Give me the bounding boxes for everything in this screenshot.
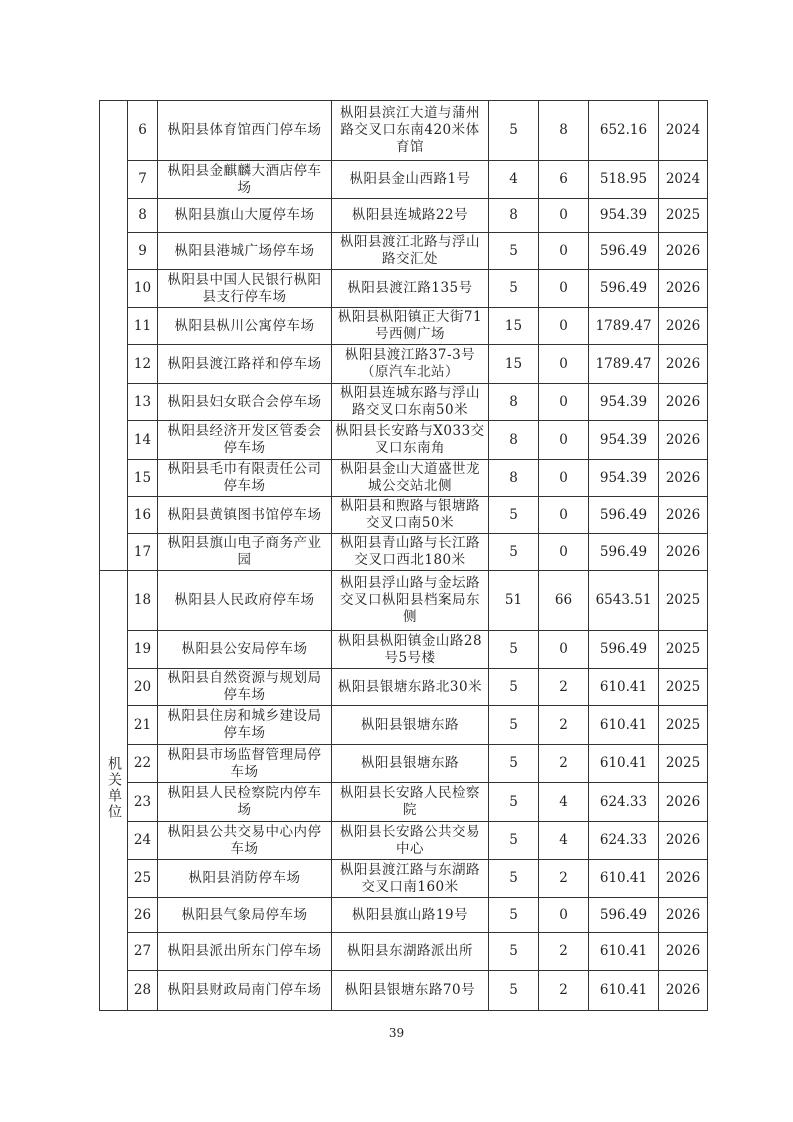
table-row xyxy=(100,497,708,534)
table-row xyxy=(100,270,708,308)
row-number: 11 xyxy=(128,308,158,345)
count-b: 0 xyxy=(539,421,589,460)
parking-location: 枞阳县长安路公共交易中心 xyxy=(332,822,489,860)
row-number: 24 xyxy=(128,822,158,860)
parking-name: 枞阳县金麒麟大酒店停车场 xyxy=(158,161,332,199)
row-number: 9 xyxy=(128,233,158,270)
count-b: 2 xyxy=(539,669,589,706)
table-row xyxy=(100,345,708,384)
year-value: 2025 xyxy=(659,631,708,669)
parking-name: 枞阳县公共交易中心内停车场 xyxy=(158,822,332,860)
table-row xyxy=(100,101,708,161)
parking-name: 枞阳县派出所东门停车场 xyxy=(158,933,332,971)
parking-location: 枞阳县渡江北路与浮山路交汇处 xyxy=(332,233,489,270)
parking-location: 枞阳县长安路与X033交叉口东南角 xyxy=(332,421,489,460)
row-number: 6 xyxy=(128,101,158,161)
parking-location: 枞阳县银塘东路70号 xyxy=(332,971,489,1011)
row-number: 18 xyxy=(128,571,158,631)
count-b: 2 xyxy=(539,860,589,898)
area-value: 596.49 xyxy=(589,534,659,571)
count-a: 5 xyxy=(489,898,539,933)
parking-name: 枞阳县公安局停车场 xyxy=(158,631,332,669)
count-a: 15 xyxy=(489,308,539,345)
count-b: 2 xyxy=(539,706,589,745)
table-row xyxy=(100,971,708,1011)
count-a: 5 xyxy=(489,971,539,1011)
count-a: 5 xyxy=(489,233,539,270)
row-number: 23 xyxy=(128,783,158,822)
year-value: 2026 xyxy=(659,783,708,822)
count-b: 2 xyxy=(539,971,589,1011)
year-value: 2026 xyxy=(659,421,708,460)
parking-location: 枞阳县连城路22号 xyxy=(332,199,489,233)
row-number: 22 xyxy=(128,745,158,783)
area-value: 610.41 xyxy=(589,669,659,706)
table-row xyxy=(100,706,708,745)
area-value: 954.39 xyxy=(589,421,659,460)
parking-location: 枞阳县青山路与长江路交叉口西北180米 xyxy=(332,534,489,571)
count-a: 5 xyxy=(489,933,539,971)
parking-name: 枞阳县消防停车场 xyxy=(158,860,332,898)
table-row xyxy=(100,571,708,631)
count-a: 8 xyxy=(489,199,539,233)
parking-location: 枞阳县滨江大道与蒲州路交叉口东南420米体育馆 xyxy=(332,101,489,161)
area-value: 610.41 xyxy=(589,860,659,898)
area-value: 954.39 xyxy=(589,199,659,233)
area-value: 596.49 xyxy=(589,270,659,308)
row-number: 10 xyxy=(128,270,158,308)
count-a: 5 xyxy=(489,497,539,534)
parking-name: 枞阳县自然资源与规划局停车场 xyxy=(158,669,332,706)
year-value: 2024 xyxy=(659,161,708,199)
year-value: 2026 xyxy=(659,270,708,308)
count-a: 8 xyxy=(489,421,539,460)
count-b: 0 xyxy=(539,898,589,933)
parking-name: 枞阳县枞川公寓停车场 xyxy=(158,308,332,345)
count-a: 5 xyxy=(489,745,539,783)
parking-table xyxy=(99,100,708,1011)
count-b: 4 xyxy=(539,822,589,860)
parking-name: 枞阳县妇女联合会停车场 xyxy=(158,384,332,421)
area-value: 954.39 xyxy=(589,384,659,421)
table-row xyxy=(100,308,708,345)
row-number: 17 xyxy=(128,534,158,571)
table-row xyxy=(100,384,708,421)
parking-location: 枞阳县金山大道盛世龙城公交站北侧 xyxy=(332,460,489,497)
row-number: 26 xyxy=(128,898,158,933)
page-number: 39 xyxy=(388,1026,405,1040)
parking-name: 枞阳县体育馆西门停车场 xyxy=(158,101,332,161)
table-row xyxy=(100,822,708,860)
year-value: 2026 xyxy=(659,971,708,1011)
row-number: 25 xyxy=(128,860,158,898)
table-row xyxy=(100,783,708,822)
area-value: 1789.47 xyxy=(589,345,659,384)
year-value: 2026 xyxy=(659,233,708,270)
area-value: 1789.47 xyxy=(589,308,659,345)
area-value: 518.95 xyxy=(589,161,659,199)
count-a: 8 xyxy=(489,460,539,497)
parking-location: 枞阳县银塘东路北30米 xyxy=(332,669,489,706)
count-a: 8 xyxy=(489,384,539,421)
row-number: 12 xyxy=(128,345,158,384)
parking-location: 枞阳县枞阳镇正大街71号西侧广场 xyxy=(332,308,489,345)
count-a: 5 xyxy=(489,822,539,860)
table-row xyxy=(100,631,708,669)
parking-name: 枞阳县旗山电子商务产业园 xyxy=(158,534,332,571)
year-value: 2026 xyxy=(659,460,708,497)
parking-location: 枞阳县浮山路与金坛路交叉口枞阳县档案局东侧 xyxy=(332,571,489,631)
count-b: 4 xyxy=(539,783,589,822)
parking-location: 枞阳县长安路人民检察院 xyxy=(332,783,489,822)
count-a: 51 xyxy=(489,571,539,631)
area-value: 624.33 xyxy=(589,783,659,822)
parking-name: 枞阳县人民政府停车场 xyxy=(158,571,332,631)
row-number: 8 xyxy=(128,199,158,233)
count-b: 0 xyxy=(539,534,589,571)
count-a: 5 xyxy=(489,101,539,161)
parking-location: 枞阳县渡江路37-3号（原汽车北站） xyxy=(332,345,489,384)
table-row xyxy=(100,933,708,971)
parking-location: 枞阳县金山西路1号 xyxy=(332,161,489,199)
group-cell-empty xyxy=(100,101,128,571)
count-b: 0 xyxy=(539,384,589,421)
row-number: 7 xyxy=(128,161,158,199)
area-value: 610.41 xyxy=(589,745,659,783)
parking-location: 枞阳县银塘东路 xyxy=(332,745,489,783)
count-a: 5 xyxy=(489,534,539,571)
count-b: 0 xyxy=(539,460,589,497)
group-label-cell xyxy=(100,571,128,1011)
table-row xyxy=(100,898,708,933)
count-b: 0 xyxy=(539,308,589,345)
parking-location: 枞阳县渡江路与东湖路交叉口南160米 xyxy=(332,860,489,898)
parking-location: 枞阳县旗山路19号 xyxy=(332,898,489,933)
area-value: 596.49 xyxy=(589,233,659,270)
row-number: 15 xyxy=(128,460,158,497)
count-b: 2 xyxy=(539,745,589,783)
row-number: 27 xyxy=(128,933,158,971)
year-value: 2024 xyxy=(659,101,708,161)
table-row xyxy=(100,534,708,571)
year-value: 2026 xyxy=(659,933,708,971)
count-a: 5 xyxy=(489,706,539,745)
count-b: 0 xyxy=(539,233,589,270)
year-value: 2026 xyxy=(659,308,708,345)
count-b: 0 xyxy=(539,199,589,233)
parking-name: 枞阳县中国人民银行枞阳县支行停车场 xyxy=(158,270,332,308)
count-b: 0 xyxy=(539,345,589,384)
year-value: 2026 xyxy=(659,345,708,384)
year-value: 2026 xyxy=(659,898,708,933)
parking-name: 枞阳县毛巾有限责任公司停车场 xyxy=(158,460,332,497)
area-value: 652.16 xyxy=(589,101,659,161)
area-value: 610.41 xyxy=(589,933,659,971)
area-value: 610.41 xyxy=(589,971,659,1011)
row-number: 13 xyxy=(128,384,158,421)
count-a: 5 xyxy=(489,783,539,822)
table-row xyxy=(100,233,708,270)
row-number: 20 xyxy=(128,669,158,706)
count-a: 5 xyxy=(489,631,539,669)
count-b: 0 xyxy=(539,497,589,534)
parking-name: 枞阳县经济开发区管委会停车场 xyxy=(158,421,332,460)
row-number: 19 xyxy=(128,631,158,669)
area-value: 6543.51 xyxy=(589,571,659,631)
year-value: 2025 xyxy=(659,745,708,783)
table-row xyxy=(100,460,708,497)
table-row xyxy=(100,860,708,898)
parking-name: 枞阳县市场监督管理局停车场 xyxy=(158,745,332,783)
parking-name: 枞阳县气象局停车场 xyxy=(158,898,332,933)
table-row xyxy=(100,745,708,783)
parking-location: 枞阳县东湖路派出所 xyxy=(332,933,489,971)
table-row xyxy=(100,161,708,199)
count-a: 5 xyxy=(489,270,539,308)
row-number: 28 xyxy=(128,971,158,1011)
year-value: 2026 xyxy=(659,822,708,860)
count-b: 2 xyxy=(539,933,589,971)
year-value: 2025 xyxy=(659,706,708,745)
parking-location: 枞阳县银塘东路 xyxy=(332,706,489,745)
parking-location: 枞阳县枞阳镇金山路28号5号楼 xyxy=(332,631,489,669)
parking-name: 枞阳县黄镇图书馆停车场 xyxy=(158,497,332,534)
count-a: 5 xyxy=(489,669,539,706)
row-number: 16 xyxy=(128,497,158,534)
table-row xyxy=(100,669,708,706)
parking-location: 枞阳县渡江路135号 xyxy=(332,270,489,308)
count-a: 4 xyxy=(489,161,539,199)
count-b: 0 xyxy=(539,631,589,669)
parking-name: 枞阳县旗山大厦停车场 xyxy=(158,199,332,233)
row-number: 21 xyxy=(128,706,158,745)
table-row xyxy=(100,199,708,233)
year-value: 2026 xyxy=(659,497,708,534)
area-value: 596.49 xyxy=(589,898,659,933)
year-value: 2025 xyxy=(659,669,708,706)
area-value: 596.49 xyxy=(589,497,659,534)
parking-location: 枞阳县和煦路与银塘路交叉口南50米 xyxy=(332,497,489,534)
area-value: 596.49 xyxy=(589,631,659,669)
table-row xyxy=(100,421,708,460)
parking-name: 枞阳县港城广场停车场 xyxy=(158,233,332,270)
area-value: 610.41 xyxy=(589,706,659,745)
year-value: 2026 xyxy=(659,860,708,898)
parking-location: 枞阳县连城东路与浮山路交叉口东南50米 xyxy=(332,384,489,421)
parking-name: 枞阳县住房和城乡建设局停车场 xyxy=(158,706,332,745)
count-b: 8 xyxy=(539,101,589,161)
year-value: 2025 xyxy=(659,199,708,233)
area-value: 624.33 xyxy=(589,822,659,860)
count-a: 15 xyxy=(489,345,539,384)
count-b: 6 xyxy=(539,161,589,199)
year-value: 2026 xyxy=(659,534,708,571)
count-a: 5 xyxy=(489,860,539,898)
year-value: 2026 xyxy=(659,384,708,421)
parking-name: 枞阳县渡江路祥和停车场 xyxy=(158,345,332,384)
parking-name: 枞阳县财政局南门停车场 xyxy=(158,971,332,1011)
count-b: 0 xyxy=(539,270,589,308)
area-value: 954.39 xyxy=(589,460,659,497)
year-value: 2025 xyxy=(659,571,708,631)
group-label: 机关单位 xyxy=(106,756,122,820)
row-number: 14 xyxy=(128,421,158,460)
count-b: 66 xyxy=(539,571,589,631)
parking-name: 枞阳县人民检察院内停车场 xyxy=(158,783,332,822)
